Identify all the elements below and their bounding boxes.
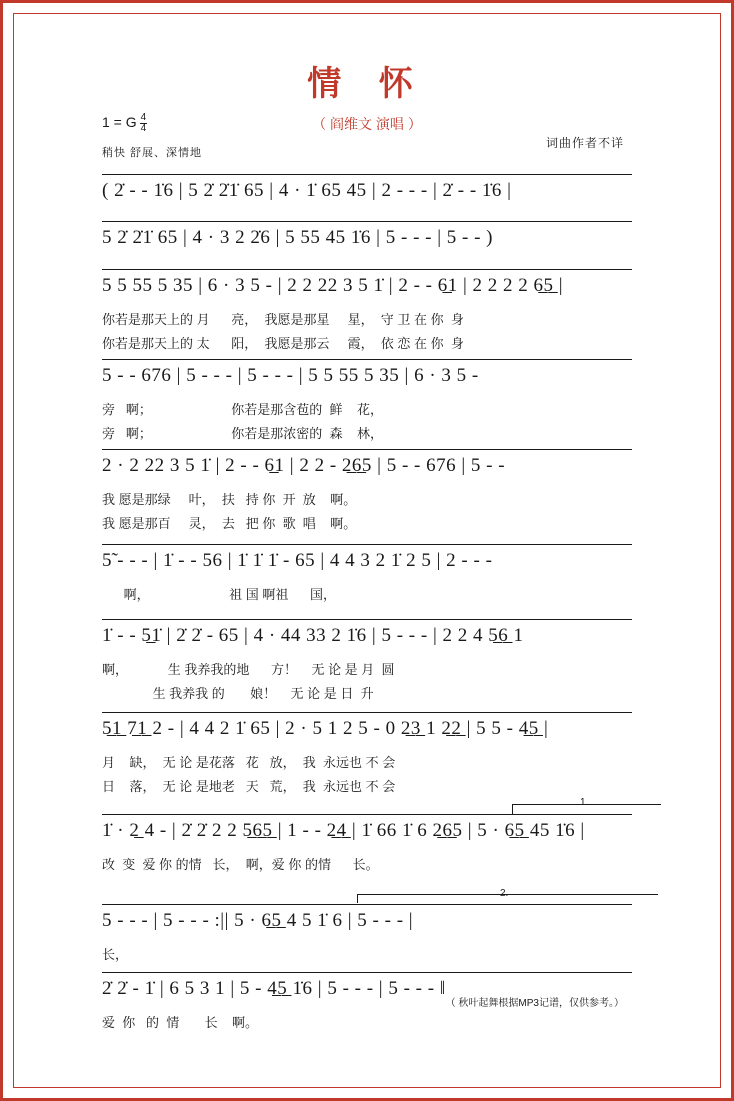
lyric-verse-2: 你若是那天上的 太 阳， 我愿是那云 霞， 依 恋 在 你 身	[102, 336, 464, 351]
notation-line: 5 - - 676 | 5 - - - | 5 - - - | 5 5 55 5 35 | 6 · 3 5 -	[102, 359, 632, 392]
key-signature	[102, 113, 147, 134]
music-system-9	[102, 814, 632, 871]
notation-line: 2 · 2 22 3 5 1̇ | 2 - - 6̲1 | 2 2 - 2̲6̲5 | 5 - - 676 | 5 - -	[102, 449, 632, 482]
lyric-verse-1: 长，	[102, 947, 129, 962]
lyric-verse-1: 旁 啊； 你若是那含苞的 鲜 花，	[102, 402, 383, 417]
music-system-10	[102, 888, 632, 962]
music-system-3	[102, 269, 632, 350]
notation-line: 2̇ 2̇ - 1̇ | 6 5 3 1 | 5 - 4̲5̲ 1̇6 | 5 - - - | 5 - - - ‖	[102, 972, 632, 1005]
music-system-1	[102, 174, 632, 207]
page-title: 情 怀	[307, 65, 427, 103]
repeat-ending-2-label: 2.	[500, 888, 509, 899]
lyric-verse-2: 生 我养我 的 娘！ 无 论 是 日 升	[102, 686, 374, 701]
notation-line: 1̇ · 2̲ 4 - | 2̇ 2̇ 2 2 5̲6̲5̲ | 1 - - 2̲4̲ | 1̇ 66 1̇ 6 2̲6̲5 | 5 · 6̲5̲ 45 1̇6 |	[102, 814, 632, 847]
notation-line: 5 5 55 5 35 | 6 · 3 5 - | 2 2 22 3 5 1̇ | 2 - - 6̲1 | 2 2 2 2 6̲5̲ |	[102, 269, 632, 302]
notation-line: 5 2̇ 2̇1̇ 65 | 4 · 3 2 2̇6 | 5 55 45 1̇6 | 5 - - - | 5 - - )	[102, 221, 632, 254]
music-system-5	[102, 449, 632, 530]
music-system-4	[102, 359, 632, 440]
music-system-8	[102, 712, 632, 793]
music-system-7	[102, 619, 632, 700]
lyric-verse-1: 啊， 生 我养我的地 方！ 无 论 是 月 圆	[102, 662, 395, 677]
lyric-verse-1: 改 变 爱 你 的情 长， 啊，爱 你 的情 长。	[102, 857, 379, 872]
time-signature-denominator: 4	[140, 123, 147, 134]
sheet-music-inner-border	[13, 13, 721, 1088]
tempo-marking: 稍快 舒展、深情地	[102, 147, 203, 159]
lyric-verse-1: 月 缺， 无 论 是花落 花 放， 我 永远也 不 会	[102, 755, 396, 770]
notation-line: 5̲1̲ 7̲1̲ 2 - | 4 4 2 1̇ 65 | 2 · 5 1 2 5 - 0 2̲3̲ 1 2̲2̲ | 5 5 - 4̲5̲ |	[102, 712, 632, 745]
lyric-verse-1: 啊， 祖 国 啊祖 国，	[102, 587, 337, 602]
notation-line: 5 - - - | 5 - - - :|| 5 · 6̲5̲ 4 5 1̇ 6 | 5 - - - |	[102, 904, 632, 937]
time-signature	[140, 113, 148, 134]
music-system-6	[102, 544, 632, 601]
lyric-verse-2: 旁 啊； 你若是那浓密的 森 林，	[102, 426, 383, 441]
time-signature-numerator: 4	[140, 112, 147, 123]
notation-line: 1̇ - - 5̲1̇ | 2̇ 2̇ - 65 | 4 · 44 33 2 1̇6 | 5 - - - | 2 2 4 5̲6̲ 1	[102, 619, 632, 652]
notation-line: 5̃ - - - | 1̇ - - 56 | 1̇ 1̇ 1̇ - 65 | 4 4 3 2 1̇ 2 5 | 2 - - -	[102, 544, 632, 577]
lyric-verse-1: 我 愿是那绿 叶， 扶 持 你 开 放 啊。	[102, 492, 357, 507]
music-system-2	[102, 221, 632, 254]
key-label: 1 = G	[102, 114, 137, 130]
transcription-note: （ 秋叶起舞根据MP3记谱，仅供参考。）	[445, 998, 624, 1009]
lyric-verse-2: 我 愿是那百 灵， 去 把 你 歌 唱 啊。	[102, 516, 357, 531]
lyric-verse-2: 日 落， 无 论 是地老 天 荒， 我 永远也 不 会	[102, 779, 396, 794]
lyric-verse-1: 爱 你 的 情 长 啊。	[102, 1015, 259, 1030]
notation-line: ( 2̇ - - 1̇6 | 5 2̇ 2̇1̇ 65 | 4 · 1̇ 65 45 | 2 - - - | 2̇ - - 1̇6 |	[102, 174, 632, 207]
lyric-verse-1: 你若是那天上的 月 亮， 我愿是那星 星， 守 卫 在 你 身	[102, 312, 464, 327]
repeat-ending-1-label: 1.	[580, 797, 589, 808]
composer-credit: 词曲作者不详	[545, 136, 624, 150]
singer-credit: （ 阎维文 演唱 ）	[312, 116, 422, 132]
